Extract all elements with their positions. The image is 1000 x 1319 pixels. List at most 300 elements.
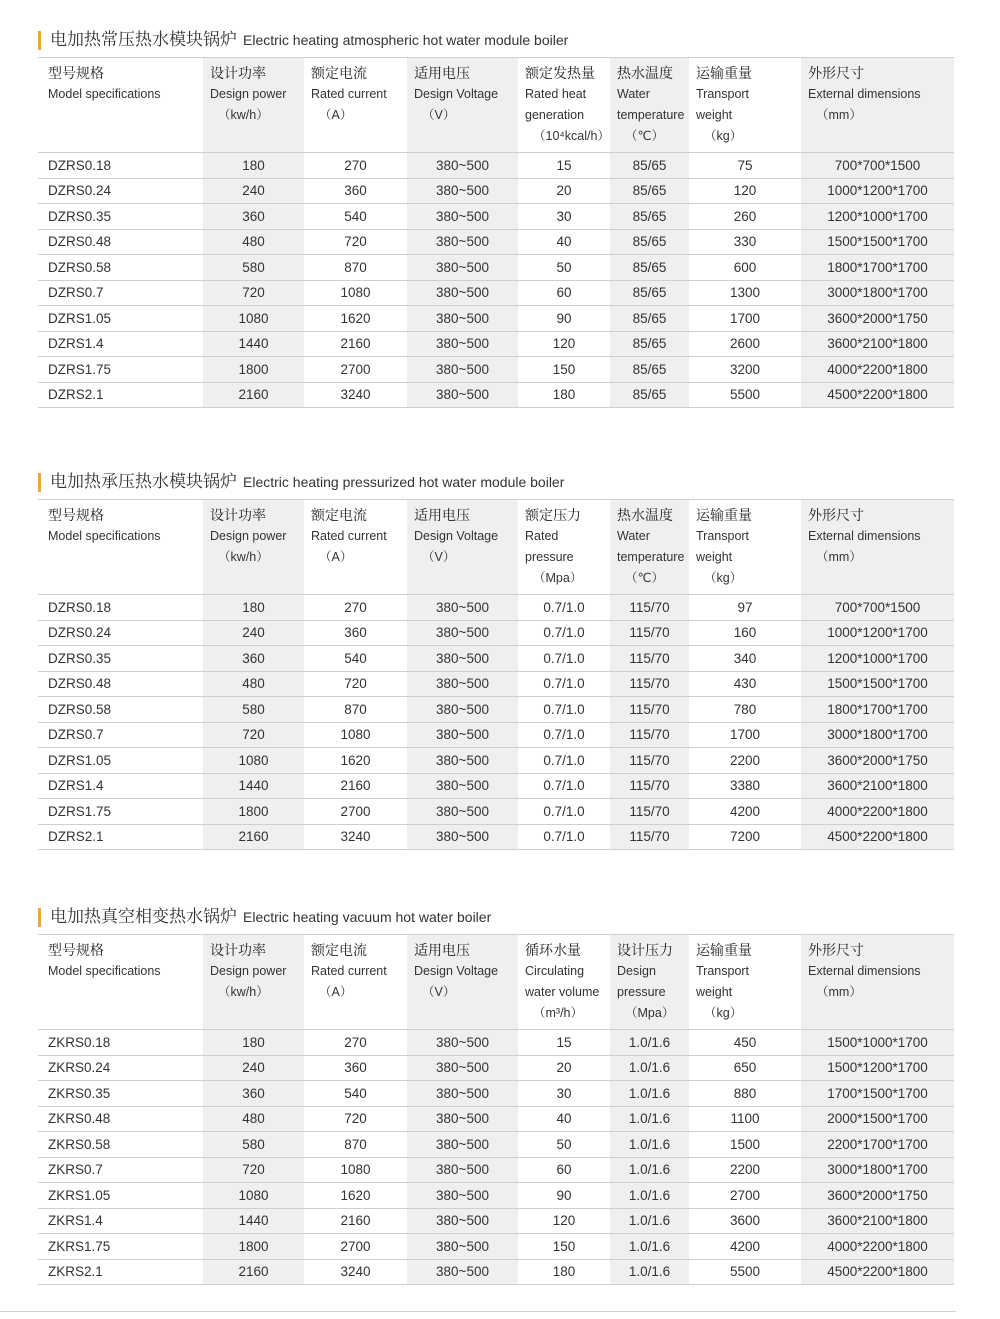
column-header-model: [38, 500, 203, 595]
cell-rated-current: 2700: [304, 1234, 407, 1260]
section-title: [38, 471, 564, 493]
cell-external-dimensions: 3600*2100*1800: [801, 331, 954, 357]
cell-col-5: 0.7/1.0: [518, 671, 610, 697]
header-unit: （kw/h）: [218, 108, 269, 122]
cell-model: DZRS0.58: [38, 697, 203, 723]
cell-design-power: 1080: [203, 1183, 304, 1209]
cell-model: DZRS2.1: [38, 824, 203, 850]
cell-col-5: 0.7/1.0: [518, 646, 610, 672]
header-label-en: water volume: [525, 985, 600, 999]
table-body: [38, 153, 954, 408]
section-title: [38, 906, 491, 928]
cell-transport-weight: 160: [689, 620, 801, 646]
header-label-en: Circulating: [525, 964, 585, 978]
cell-col-5: 15: [518, 153, 610, 179]
cell-rated-current: 1620: [304, 306, 407, 332]
header-label-zh: 运输重量: [696, 508, 752, 524]
cell-col-5: 50: [518, 1132, 610, 1158]
cell-external-dimensions: 1200*1000*1700: [801, 204, 954, 230]
header-unit: （kw/h）: [218, 985, 269, 999]
section-title-zh: 电加热真空相变热水锅炉: [50, 907, 237, 927]
header-unit: （A）: [319, 550, 353, 564]
table-row: [38, 1259, 954, 1285]
column-header-external-dimensions: [801, 935, 954, 1030]
cell-design-voltage: 380~500: [407, 620, 518, 646]
cell-design-power: 2160: [203, 382, 304, 408]
table-row: [38, 280, 954, 306]
cell-design-power: 1080: [203, 306, 304, 332]
spec-table: [38, 499, 954, 850]
header-unit: （mm）: [816, 550, 862, 564]
header-label-zh: 适用电压: [414, 508, 470, 524]
cell-rated-current: 2700: [304, 799, 407, 825]
section-title: [38, 29, 568, 51]
cell-rated-current: 870: [304, 1132, 407, 1158]
cell-external-dimensions: 3000*1800*1700: [801, 1157, 954, 1183]
cell-model: ZKRS2.1: [38, 1259, 203, 1285]
cell-design-voltage: 380~500: [407, 748, 518, 774]
cell-col-5: 50: [518, 255, 610, 281]
cell-design-power: 360: [203, 1081, 304, 1107]
cell-external-dimensions: 1700*1500*1700: [801, 1081, 954, 1107]
column-header-transport-weight: [689, 58, 801, 153]
header-label-zh: 适用电压: [414, 66, 470, 82]
table-row: [38, 595, 954, 621]
cell-external-dimensions: 3600*2100*1800: [801, 773, 954, 799]
cell-external-dimensions: 1800*1700*1700: [801, 697, 954, 723]
header-label-en: Transport: [696, 529, 750, 543]
cell-col-6: 85/65: [610, 229, 689, 255]
table-row: [38, 748, 954, 774]
section-title-zh: 电加热承压热水模块锅炉: [50, 472, 237, 492]
cell-col-6: 1.0/1.6: [610, 1030, 689, 1056]
cell-col-6: 1.0/1.6: [610, 1259, 689, 1285]
header-label-en: temperature: [617, 550, 685, 564]
cell-design-power: 360: [203, 646, 304, 672]
cell-col-5: 150: [518, 1234, 610, 1260]
cell-transport-weight: 330: [689, 229, 801, 255]
cell-transport-weight: 2600: [689, 331, 801, 357]
cell-transport-weight: 75: [689, 153, 801, 179]
cell-transport-weight: 2700: [689, 1183, 801, 1209]
cell-transport-weight: 7200: [689, 824, 801, 850]
header-label-zh: 额定压力: [525, 508, 581, 524]
cell-external-dimensions: 2200*1700*1700: [801, 1132, 954, 1158]
cell-external-dimensions: 3600*2000*1750: [801, 1183, 954, 1209]
cell-transport-weight: 97: [689, 595, 801, 621]
cell-col-5: 0.7/1.0: [518, 595, 610, 621]
header-unit: （kg）: [704, 129, 743, 143]
cell-design-voltage: 380~500: [407, 357, 518, 383]
cell-rated-current: 1620: [304, 748, 407, 774]
column-header-col-5: [518, 935, 610, 1030]
cell-design-voltage: 380~500: [407, 799, 518, 825]
header-label-zh: 循环水量: [525, 943, 581, 959]
header-label-zh: 额定电流: [311, 66, 367, 82]
header-label-en: Rated: [525, 529, 559, 543]
cell-col-6: 85/65: [610, 255, 689, 281]
table-row: [38, 671, 954, 697]
header-unit: （A）: [319, 108, 353, 122]
cell-external-dimensions: 1000*1200*1700: [801, 620, 954, 646]
cell-col-6: 85/65: [610, 178, 689, 204]
cell-design-power: 240: [203, 620, 304, 646]
cell-external-dimensions: 3000*1800*1700: [801, 280, 954, 306]
header-label-en: Transport: [696, 964, 750, 978]
cell-col-6: 115/70: [610, 773, 689, 799]
accent-bar: [38, 473, 41, 492]
header-label-en: temperature: [617, 108, 685, 122]
column-header-col-5: [518, 58, 610, 153]
cell-transport-weight: 5500: [689, 382, 801, 408]
cell-transport-weight: 880: [689, 1081, 801, 1107]
cell-col-6: 85/65: [610, 306, 689, 332]
cell-transport-weight: 1700: [689, 306, 801, 332]
table-row: [38, 1157, 954, 1183]
table-row: [38, 382, 954, 408]
header-label-en: External dimensions: [808, 964, 921, 978]
header-unit: （℃）: [625, 129, 665, 143]
cell-design-voltage: 380~500: [407, 1081, 518, 1107]
table-row: [38, 620, 954, 646]
cell-col-5: 0.7/1.0: [518, 620, 610, 646]
table-body: [38, 595, 954, 850]
header-row: [38, 500, 954, 595]
header-label-en: Design Voltage: [414, 964, 499, 978]
cell-model: ZKRS0.35: [38, 1081, 203, 1107]
table-row: [38, 178, 954, 204]
header-unit: （V）: [422, 108, 456, 122]
cell-rated-current: 360: [304, 620, 407, 646]
table-row: [38, 1234, 954, 1260]
cell-external-dimensions: 4000*2200*1800: [801, 357, 954, 383]
cell-transport-weight: 600: [689, 255, 801, 281]
header-label-en: pressure: [617, 985, 666, 999]
cell-external-dimensions: 1500*1200*1700: [801, 1055, 954, 1081]
cell-design-voltage: 380~500: [407, 229, 518, 255]
cell-design-voltage: 380~500: [407, 306, 518, 332]
cell-col-6: 115/70: [610, 671, 689, 697]
cell-design-voltage: 380~500: [407, 1132, 518, 1158]
cell-col-6: 1.0/1.6: [610, 1157, 689, 1183]
cell-rated-current: 3240: [304, 382, 407, 408]
table-row: [38, 824, 954, 850]
cell-transport-weight: 4200: [689, 1234, 801, 1260]
cell-model: ZKRS1.05: [38, 1183, 203, 1209]
cell-transport-weight: 650: [689, 1055, 801, 1081]
header-unit: （℃）: [625, 571, 665, 585]
cell-design-power: 720: [203, 722, 304, 748]
cell-design-voltage: 380~500: [407, 204, 518, 230]
section-title-en: Electric heating pressurized hot water module boiler: [243, 474, 565, 490]
header-label-en: Design Voltage: [414, 529, 499, 543]
header-label-en: Design power: [210, 964, 287, 978]
cell-design-power: 1800: [203, 1234, 304, 1260]
cell-design-voltage: 380~500: [407, 382, 518, 408]
header-label-en: Rated current: [311, 964, 387, 978]
table-row: [38, 229, 954, 255]
table-row: [38, 697, 954, 723]
cell-external-dimensions: 4000*2200*1800: [801, 1234, 954, 1260]
cell-col-6: 1.0/1.6: [610, 1234, 689, 1260]
header-row: [38, 935, 954, 1030]
cell-col-5: 150: [518, 357, 610, 383]
cell-design-power: 2160: [203, 824, 304, 850]
cell-design-power: 1800: [203, 799, 304, 825]
cell-rated-current: 3240: [304, 824, 407, 850]
column-header-design-power: [203, 500, 304, 595]
header-unit: （A）: [319, 985, 353, 999]
column-header-design-power: [203, 935, 304, 1030]
cell-design-power: 480: [203, 1106, 304, 1132]
cell-col-6: 85/65: [610, 280, 689, 306]
cell-col-5: 180: [518, 382, 610, 408]
table-row: [38, 773, 954, 799]
cell-design-voltage: 380~500: [407, 697, 518, 723]
table-row: [38, 255, 954, 281]
cell-model: ZKRS0.7: [38, 1157, 203, 1183]
cell-model: DZRS0.35: [38, 204, 203, 230]
cell-transport-weight: 3380: [689, 773, 801, 799]
cell-design-voltage: 380~500: [407, 824, 518, 850]
header-label-en: Design power: [210, 87, 287, 101]
cell-model: DZRS0.58: [38, 255, 203, 281]
column-header-design-voltage: [407, 58, 518, 153]
cell-design-voltage: 380~500: [407, 331, 518, 357]
header-label-zh: 适用电压: [414, 943, 470, 959]
cell-model: ZKRS0.48: [38, 1106, 203, 1132]
cell-external-dimensions: 3600*2100*1800: [801, 1208, 954, 1234]
header-label-en: Model specifications: [48, 87, 161, 101]
cell-col-5: 30: [518, 1081, 610, 1107]
table-row: [38, 357, 954, 383]
cell-design-power: 580: [203, 1132, 304, 1158]
section-title-en: Electric heating vacuum hot water boiler: [243, 909, 492, 925]
header-label-en: Model specifications: [48, 529, 161, 543]
column-header-col-5: [518, 500, 610, 595]
cell-col-6: 1.0/1.6: [610, 1208, 689, 1234]
cell-col-5: 60: [518, 1157, 610, 1183]
cell-col-6: 115/70: [610, 646, 689, 672]
table-row: [38, 204, 954, 230]
cell-transport-weight: 3600: [689, 1208, 801, 1234]
table-row: [38, 722, 954, 748]
cell-rated-current: 2160: [304, 773, 407, 799]
column-header-rated-current: [304, 935, 407, 1030]
cell-col-5: 40: [518, 1106, 610, 1132]
header-label-zh: 设计功率: [210, 508, 266, 524]
cell-transport-weight: 1700: [689, 722, 801, 748]
column-header-transport-weight: [689, 935, 801, 1030]
header-label-en: External dimensions: [808, 87, 921, 101]
header-unit: （Mpa）: [533, 571, 583, 585]
header-unit: （kg）: [704, 1006, 743, 1020]
cell-transport-weight: 4200: [689, 799, 801, 825]
header-label-en: Rated current: [311, 529, 387, 543]
cell-design-power: 720: [203, 1157, 304, 1183]
cell-rated-current: 870: [304, 697, 407, 723]
header-unit: （mm）: [816, 985, 862, 999]
table-row: [38, 1081, 954, 1107]
cell-rated-current: 3240: [304, 1259, 407, 1285]
header-label-zh: 外形尺寸: [808, 943, 864, 959]
column-header-design-voltage: [407, 935, 518, 1030]
header-unit: （Mpa）: [625, 1006, 675, 1020]
header-unit: （kw/h）: [218, 550, 269, 564]
table-body: [38, 1030, 954, 1285]
table-row: [38, 1030, 954, 1056]
cell-col-6: 85/65: [610, 204, 689, 230]
table-row: [38, 1132, 954, 1158]
cell-col-5: 0.7/1.0: [518, 824, 610, 850]
cell-model: DZRS0.48: [38, 229, 203, 255]
cell-col-6: 115/70: [610, 748, 689, 774]
column-header-design-voltage: [407, 500, 518, 595]
cell-rated-current: 720: [304, 229, 407, 255]
cell-rated-current: 270: [304, 153, 407, 179]
cell-design-power: 480: [203, 671, 304, 697]
header-label-en: Design Voltage: [414, 87, 499, 101]
cell-design-voltage: 380~500: [407, 1183, 518, 1209]
cell-external-dimensions: 700*700*1500: [801, 595, 954, 621]
header-label-zh: 额定电流: [311, 508, 367, 524]
cell-col-5: 0.7/1.0: [518, 748, 610, 774]
table-row: [38, 306, 954, 332]
bottom-divider: [0, 1311, 956, 1312]
header-label-zh: 型号规格: [48, 508, 104, 524]
cell-external-dimensions: 1500*1500*1700: [801, 671, 954, 697]
cell-model: DZRS0.18: [38, 595, 203, 621]
cell-model: DZRS1.05: [38, 748, 203, 774]
header-label-zh: 型号规格: [48, 943, 104, 959]
header-label-en: generation: [525, 108, 585, 122]
cell-design-voltage: 380~500: [407, 178, 518, 204]
cell-transport-weight: 5500: [689, 1259, 801, 1285]
cell-external-dimensions: 1000*1200*1700: [801, 178, 954, 204]
header-unit: （10⁴kcal/h）: [533, 129, 610, 143]
cell-col-5: 20: [518, 178, 610, 204]
header-unit: （V）: [422, 985, 456, 999]
spec-table: [38, 57, 954, 408]
cell-model: DZRS2.1: [38, 382, 203, 408]
cell-external-dimensions: 1500*1500*1700: [801, 229, 954, 255]
cell-model: ZKRS0.24: [38, 1055, 203, 1081]
cell-external-dimensions: 3600*2000*1750: [801, 306, 954, 332]
cell-design-voltage: 380~500: [407, 773, 518, 799]
cell-transport-weight: 2200: [689, 748, 801, 774]
header-label-zh: 型号规格: [48, 66, 104, 82]
cell-col-5: 40: [518, 229, 610, 255]
cell-model: DZRS1.4: [38, 331, 203, 357]
column-header-model: [38, 58, 203, 153]
cell-col-6: 115/70: [610, 722, 689, 748]
cell-design-power: 360: [203, 204, 304, 230]
cell-design-power: 720: [203, 280, 304, 306]
cell-design-power: 1440: [203, 331, 304, 357]
cell-col-6: 1.0/1.6: [610, 1183, 689, 1209]
header-label-zh: 设计功率: [210, 943, 266, 959]
cell-col-5: 120: [518, 331, 610, 357]
table-row: [38, 331, 954, 357]
cell-col-5: 120: [518, 1208, 610, 1234]
cell-design-power: 480: [203, 229, 304, 255]
cell-col-6: 115/70: [610, 620, 689, 646]
accent-bar: [38, 908, 41, 927]
header-label-en: Rated heat: [525, 87, 587, 101]
cell-design-voltage: 380~500: [407, 1208, 518, 1234]
cell-design-power: 580: [203, 697, 304, 723]
header-label-zh: 额定发热量: [525, 66, 595, 82]
accent-bar: [38, 31, 41, 50]
cell-col-6: 1.0/1.6: [610, 1106, 689, 1132]
cell-rated-current: 270: [304, 1030, 407, 1056]
cell-col-6: 115/70: [610, 697, 689, 723]
cell-rated-current: 720: [304, 671, 407, 697]
header-label-en: External dimensions: [808, 529, 921, 543]
cell-design-voltage: 380~500: [407, 1106, 518, 1132]
cell-col-5: 0.7/1.0: [518, 799, 610, 825]
cell-transport-weight: 450: [689, 1030, 801, 1056]
column-header-external-dimensions: [801, 500, 954, 595]
cell-rated-current: 360: [304, 178, 407, 204]
cell-rated-current: 1080: [304, 722, 407, 748]
cell-model: DZRS0.18: [38, 153, 203, 179]
cell-col-6: 85/65: [610, 357, 689, 383]
column-header-rated-current: [304, 58, 407, 153]
cell-design-power: 1440: [203, 773, 304, 799]
cell-rated-current: 720: [304, 1106, 407, 1132]
table-row: [38, 153, 954, 179]
cell-col-6: 115/70: [610, 799, 689, 825]
cell-col-5: 90: [518, 1183, 610, 1209]
cell-design-voltage: 380~500: [407, 646, 518, 672]
cell-col-6: 115/70: [610, 595, 689, 621]
header-label-zh: 运输重量: [696, 943, 752, 959]
header-label-en: Transport: [696, 87, 750, 101]
cell-external-dimensions: 4500*2200*1800: [801, 382, 954, 408]
cell-col-6: 85/65: [610, 382, 689, 408]
table-row: [38, 1055, 954, 1081]
cell-transport-weight: 120: [689, 178, 801, 204]
header-label-en: Design: [617, 964, 656, 978]
cell-design-voltage: 380~500: [407, 1030, 518, 1056]
cell-col-6: 1.0/1.6: [610, 1055, 689, 1081]
table-row: [38, 799, 954, 825]
cell-col-5: 30: [518, 204, 610, 230]
cell-model: DZRS1.05: [38, 306, 203, 332]
header-label-en: weight: [696, 108, 733, 122]
cell-design-power: 180: [203, 1030, 304, 1056]
header-unit: （mm）: [816, 108, 862, 122]
cell-rated-current: 1080: [304, 280, 407, 306]
column-header-col-6: [610, 935, 689, 1030]
cell-col-6: 85/65: [610, 331, 689, 357]
cell-col-6: 85/65: [610, 153, 689, 179]
cell-col-6: 115/70: [610, 824, 689, 850]
header-label-zh: 设计功率: [210, 66, 266, 82]
cell-col-6: 1.0/1.6: [610, 1081, 689, 1107]
header-label-en: Rated current: [311, 87, 387, 101]
header-label-en: weight: [696, 550, 733, 564]
cell-transport-weight: 1300: [689, 280, 801, 306]
spec-table: [38, 934, 954, 1285]
cell-design-power: 580: [203, 255, 304, 281]
column-header-col-6: [610, 500, 689, 595]
header-label-en: pressure: [525, 550, 574, 564]
cell-col-5: 0.7/1.0: [518, 773, 610, 799]
header-label-zh: 热水温度: [617, 508, 673, 524]
table-row: [38, 1106, 954, 1132]
